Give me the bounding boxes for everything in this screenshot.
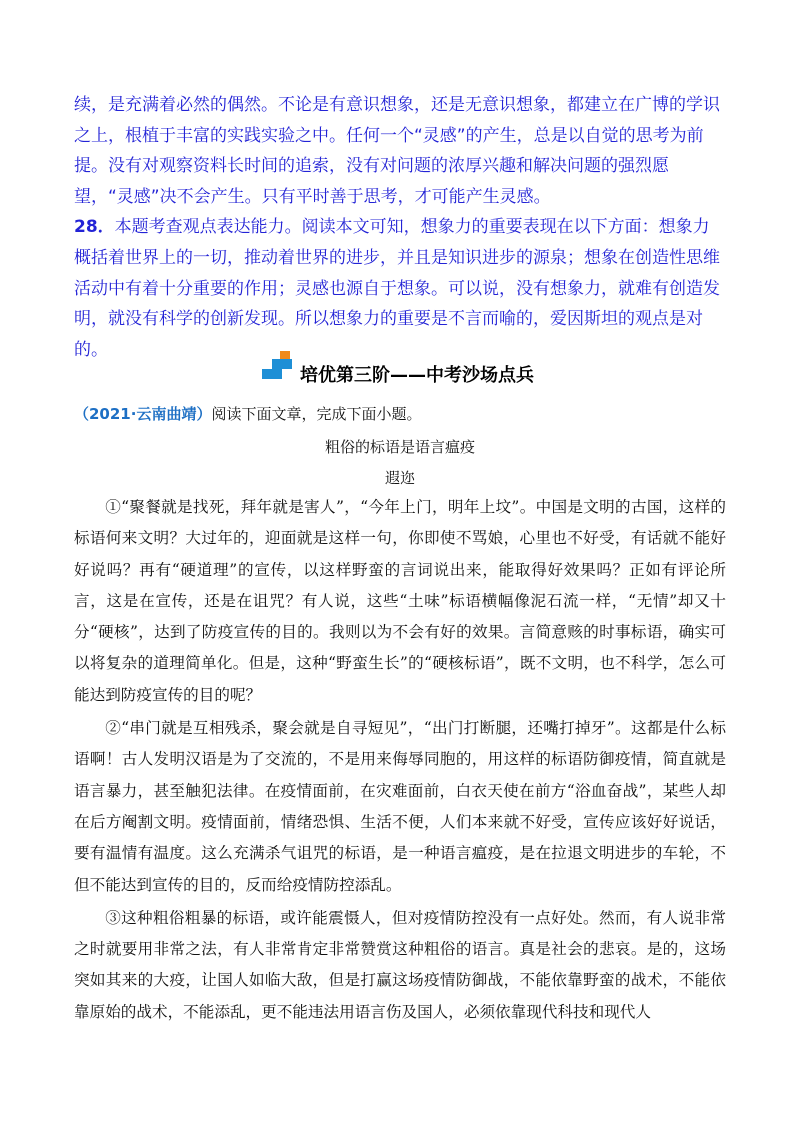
answer-continuation: 续，是充满着必然的偶然。不论是有意识想象，还是无意识想象，都建立在广博的学识之上，根植于丰富的实践实验之中。任何一个“灵感”的产生，总是以自觉的思考为前提。没有对观察资料长时间的追索，没有对问题的浓厚兴趣和解决问题的强烈愿望，“灵感”决不会产生。只有平时善于思考，才可能产生灵感。 bbox=[74, 95, 720, 207]
source-instruction: 阅读下面文章，完成下面小题。 bbox=[211, 405, 422, 423]
article-paragraph-2: ②“串门就是互相残杀，聚会就是自寻短见”，“出门打断腿，还嘴打掉牙”。这都是什么标语啊！古人发明汉语是为了交流的，不是用来侮辱同胞的，用这样的标语防御疫情，简直就是语言暴力，甚至触犯法律。在疫情面前，在灾难面前，白衣天使在前方“浴血奋战”，某些人却在后方阉割文明。疫情面前，情绪恐惧、生活不便，人们本来就不好受，宣传应该好好说话，要有温情有温度。这么充满杀气诅咒的标语，是一种语言瘟疫，是在拉退文明进步的车轮，不但不能达到宣传的目的，反而给疫情防控添乱。 bbox=[74, 719, 726, 894]
article-title: 粗俗的标语是语言瘟疫 bbox=[324, 438, 475, 456]
answer-explanation bbox=[74, 90, 726, 365]
question-source-line bbox=[74, 402, 726, 426]
source-tag: （2021·云南曲靖） bbox=[74, 405, 212, 423]
section-title: 培优第三阶——中考沙场点兵 bbox=[300, 365, 534, 386]
item-text: 本题考查观点表达能力。阅读本文可知，想象力的重要表现在以下方面：想象力概括着世界上的一切，推动着世界的进步，并且是知识进步的源泉；想象在创造性思维活动中有着十分重要的作用；灵感也源自于想象。可以说，没有想象力，就难有创造发明，就没有科学的创新发现。所以想象力的重要是不言而喻的，爱因斯坦的观点是对的。 bbox=[74, 217, 720, 360]
article-paragraph-1: ①“聚餐就是找死，拜年就是害人”，“今年上门，明年上坟”。中国是文明的古国，这样的标语何来文明？大过年的，迎面就是这样一句，你即使不骂娘，心里也不好受，有话就不能好好说吗？再有“硬道理”的宣传，以这样野蛮的言词说出来，能取得好效果吗？正如有评论所言，这是在宣传，还是在诅咒？有人说，这些“土味”标语横幅像泥石流一样，“无情”却又十分“硬核”，达到了防疫宣传的目的。我则以为不会有好的效果。言简意赅的时事标语，确实可以将复杂的道理简单化。但是，这种“野蛮生长”的“硬核标语”，既不文明，也不科学，怎么可能达到防疫宣传的目的呢？ bbox=[74, 498, 726, 704]
article-body bbox=[74, 492, 726, 1030]
article-paragraph-3: ③这种粗俗粗暴的标语，或许能震慑人，但对疫情防控没有一点好处。然而，有人说非常之时就要用非常之法，有人非常肯定非常赞赏这种粗俗的语言。真是社会的悲哀。是的，这场突如其来的大疫，让国人如临大敌，但是打赢这场疫情防御战，不能依靠野蛮的战术，不能依靠原始的战术，不能添乱，更不能违法用语言伤及国人，必须依靠现代科技和现代人 bbox=[74, 908, 726, 1021]
article-author: 遐迩 bbox=[384, 469, 415, 487]
stair-steps-logo-icon bbox=[258, 351, 298, 383]
item-number: 28． bbox=[74, 217, 115, 238]
section-heading bbox=[258, 351, 578, 391]
answer-item-28 bbox=[74, 212, 726, 365]
